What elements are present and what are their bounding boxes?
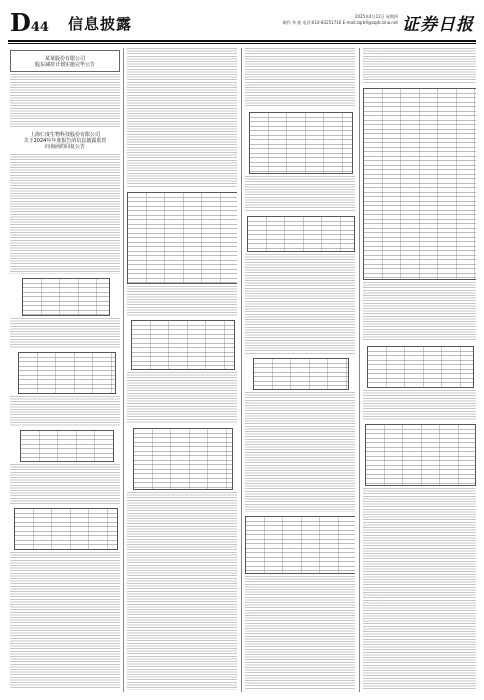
data-table — [363, 88, 476, 280]
body-text — [363, 48, 476, 84]
article-column-1 — [10, 48, 120, 692]
data-table — [14, 508, 118, 550]
article-column-2 — [127, 48, 237, 692]
body-text — [127, 286, 237, 316]
body-text — [363, 390, 476, 420]
page-letter: D — [10, 8, 31, 37]
body-text — [10, 74, 120, 128]
notice-title-line: 股东减持计划实施完毕公告 — [34, 62, 95, 68]
data-table — [131, 320, 235, 370]
data-table — [245, 516, 355, 574]
data-table — [127, 192, 237, 284]
data-table — [253, 358, 349, 390]
data-table — [133, 428, 233, 490]
notice-title-line: 某某股份有限公司 — [44, 56, 85, 62]
body-text — [363, 282, 476, 342]
notice-title — [10, 132, 120, 150]
body-text — [127, 372, 237, 424]
newspaper-logo: 证券日报 — [402, 15, 474, 35]
data-table — [247, 216, 355, 252]
body-text — [10, 396, 120, 426]
data-table — [18, 352, 116, 394]
header-rule-thin — [8, 43, 476, 44]
body-text — [10, 552, 120, 690]
notice-title-line: 问询函的回复公告 — [44, 144, 85, 150]
data-table — [20, 430, 114, 462]
notice-title-line: 关于2024年年度报告的信息披露监管 — [23, 138, 107, 144]
notice-title — [11, 56, 119, 68]
body-text — [245, 392, 355, 512]
column-divider — [123, 48, 124, 692]
data-table — [249, 112, 353, 174]
body-text — [10, 154, 120, 274]
body-text — [245, 176, 355, 212]
header-rule — [8, 40, 476, 42]
body-text — [127, 48, 237, 188]
data-table — [367, 346, 474, 388]
masthead — [8, 8, 476, 38]
section-title: 信息披露 — [68, 15, 133, 33]
data-table — [22, 278, 110, 316]
column-divider — [241, 48, 242, 692]
body-text — [10, 318, 120, 348]
page-number — [10, 10, 49, 41]
body-text — [127, 492, 237, 690]
article-column-3 — [245, 48, 355, 692]
edition-date: 2025年4月12日 星期四 — [354, 14, 398, 19]
page-digits: 44 — [30, 20, 49, 35]
body-text — [245, 48, 355, 108]
body-text — [363, 488, 476, 690]
data-table — [365, 424, 476, 486]
edition-meta — [248, 14, 398, 26]
body-text — [10, 464, 120, 504]
column-divider — [359, 48, 360, 692]
body-text — [245, 576, 355, 690]
notice-header-box — [10, 50, 120, 72]
body-text — [245, 254, 355, 354]
article-column-4 — [363, 48, 476, 692]
edition-contact: 制作 李 波 电话:010-83251716 E-mail:zqrb9@zqrb.sina.net — [282, 20, 398, 25]
notice-title-line: 上海仁度生物科技股份有限公司 — [29, 132, 100, 138]
